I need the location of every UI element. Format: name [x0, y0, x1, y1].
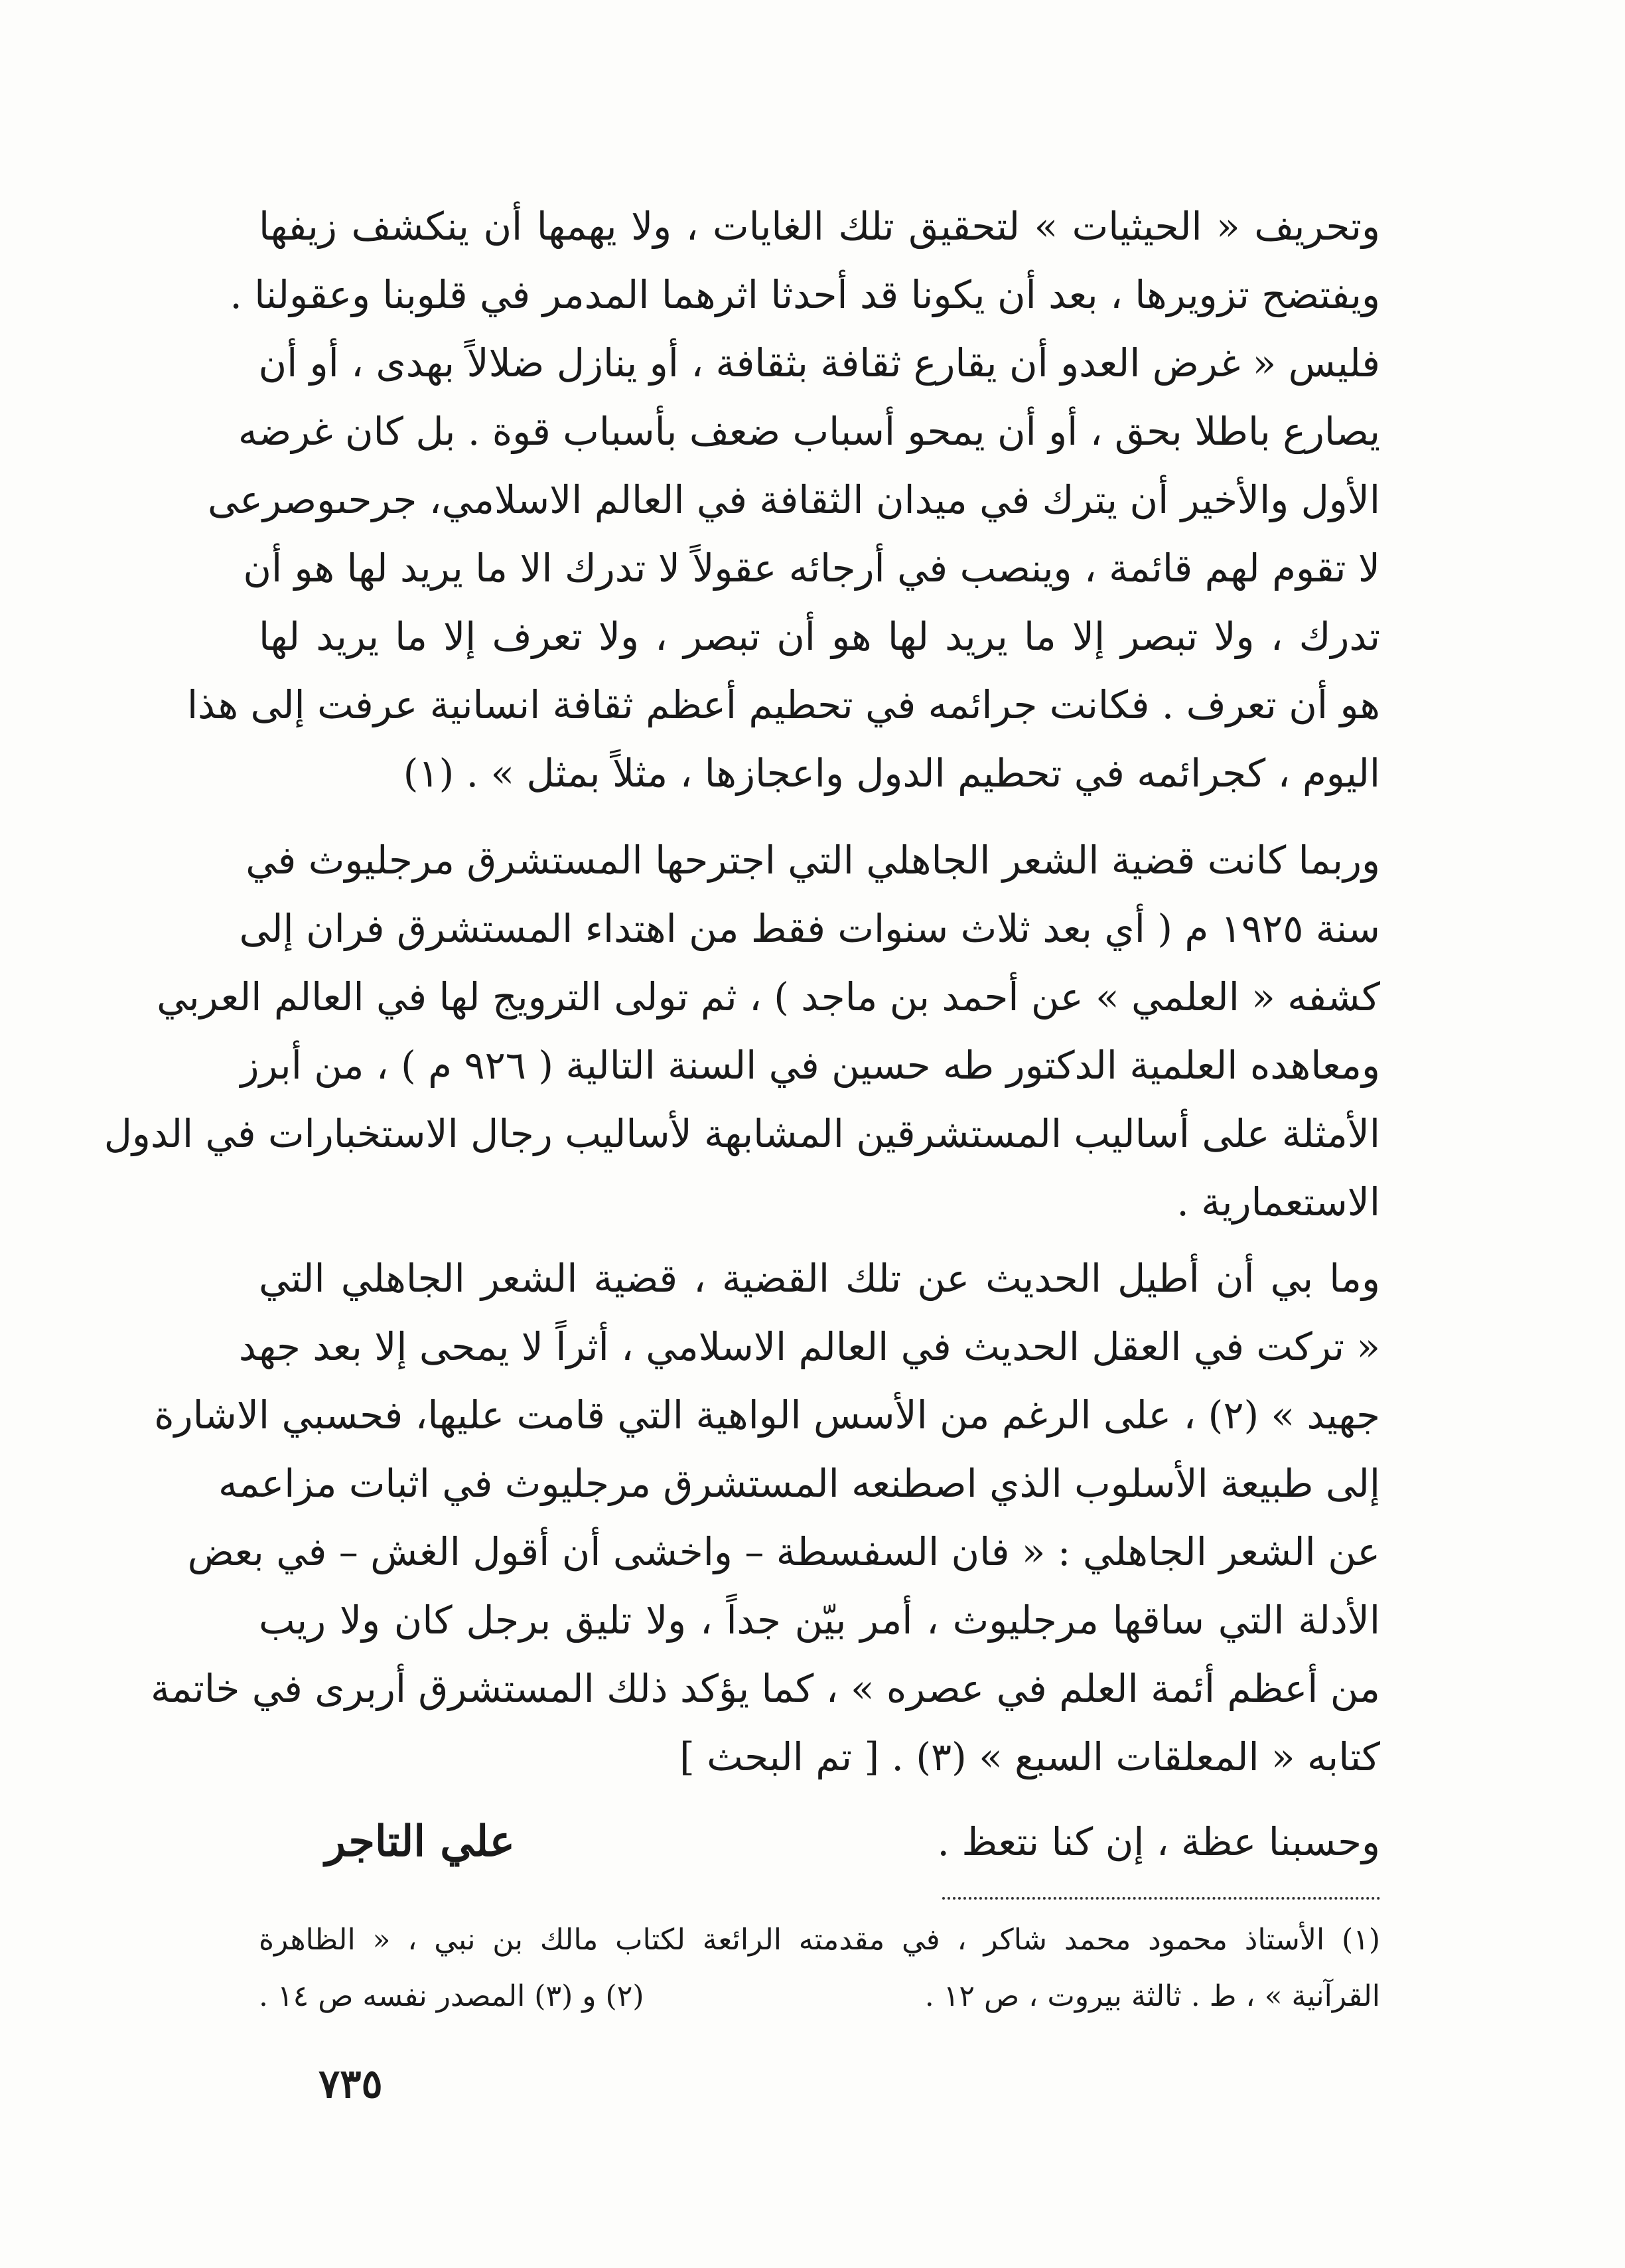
text-line: من أعظم أئمة العلم في عصره » ، كما يؤكد ذلك المستشرق أربرى في خاتمة: [151, 1666, 1380, 1711]
footnote-line: (٢) و (٣) المصدر نفسه ص ١٤ .: [259, 1979, 644, 2013]
text-line: وتحريف « الحيثيات » لتحقيق تلك الغايات ، ولا يهمها أن ينكشف زيفها: [259, 204, 1380, 249]
paragraph-3: [151, 1245, 1380, 1791]
text-line: كشفه « العلمي » عن أحمد بن ماجد ) ، ثم تولى الترويج لها في العالم العربي: [157, 974, 1380, 1020]
paragraph-2: [104, 826, 1380, 1237]
text-line: لا تقوم لهم قائمة ، وينصب في أرجائه عقولاً لا تدرك الا ما يريد لها هو أن: [243, 546, 1380, 591]
text-line: الاستعمارية .: [1176, 1179, 1380, 1225]
text-line: « تركت في العقل الحديث في العالم الاسلامي ، أثراً لا يمحى إلا بعد جهد: [238, 1324, 1380, 1369]
footnote-divider: [942, 1897, 1380, 1900]
text-line: عن الشعر الجاهلي : « فان السفسطة – واخشى أن أقول الغش – في بعض: [187, 1529, 1380, 1574]
text-line: الأمثلة على أساليب المستشرقين المشابهة لأساليب رجال الاستخبارات في الدول: [104, 1111, 1380, 1156]
text-line: الأدلة التي ساقها مرجليوث ، أمر بيّن جداً ، ولا تليق برجل كان ولا ريب: [259, 1598, 1380, 1643]
text-line: الأول والأخير أن يترك في ميدان الثقافة في العالم الاسلامي، جرحىوصرعى: [207, 477, 1380, 522]
text-line: وما بي أن أطيل الحديث عن تلك القضية ، قضية الشعر الجاهلي التي: [259, 1256, 1380, 1301]
text-line: وربما كانت قضية الشعر الجاهلي التي اجترحها المستشرق مرجليوث في: [246, 838, 1380, 883]
footnote-line: القرآنية » ، ط . ثالثة بيروت ، ص ١٢ .: [924, 1979, 1380, 2013]
footnotes: [259, 1912, 1380, 2024]
text-line: يصارع باطلا بحق ، أو أن يمحو أسباب ضعف بأسباب قوة . بل كان غرضه: [238, 409, 1380, 454]
footnote-row: [259, 1968, 1380, 2024]
footnote-line: (١) الأستاذ محمود محمد شاكر ، في مقدمته الرائعة لكتاب مالك بن نبي ، « الظاهرة: [259, 1923, 1380, 1957]
text-line: إلى طبيعة الأسلوب الذي اصطنعه المستشرق مرجليوث في اثبات مزاعمه: [218, 1461, 1380, 1506]
text-line: ومعاهده العلمية الدكتور طه حسين في السنة التالية ( ٩٢٦ م ) ، من أبرز: [240, 1043, 1380, 1088]
text-line: جهيد » (٢) ، على الرغم من الأسس الواهية التي قامت عليها، فحسبي الاشارة: [154, 1393, 1380, 1438]
text-line: فليس « غرض العدو أن يقارع ثقافة بثقافة ، أو ينازل ضلالاً بهدى ، أو أن: [258, 340, 1380, 386]
closing-text: وحسبنا عظة ، إن كنا نتعظ .: [937, 1819, 1380, 1864]
closing-row: [259, 1805, 1380, 1878]
text-line: سنة ١٩٢٥ م ( أي بعد ثلاث سنوات فقط من اهتداء المستشرق فران إلى: [239, 906, 1380, 951]
paragraph-1: [186, 192, 1380, 808]
text-line: هو أن تعرف . فكانت جرائمه في تحطيم أعظم ثقافة انسانية عرفت إلى هذا: [186, 682, 1380, 727]
author-signature: علي التاجر: [325, 1817, 515, 1866]
page-number: ٧٣٥: [318, 2061, 383, 2107]
text-line: تدرك ، ولا تبصر إلا ما يريد لها هو أن تبصر ، ولا تعرف إلا ما يريد لها: [259, 614, 1380, 659]
text-line: ويفتضح تزويرها ، بعد أن يكونا قد أحدثا اثرهما المدمر في قلوبنا وعقولنا .: [230, 272, 1380, 317]
text-line: كتابه « المعلقات السبع » (٣) . [ تم البحث ]: [679, 1734, 1380, 1779]
text-line: اليوم ، كجرائمه في تحطيم الدول واعجازها ، مثلاً بمثل » . (١): [403, 751, 1380, 796]
